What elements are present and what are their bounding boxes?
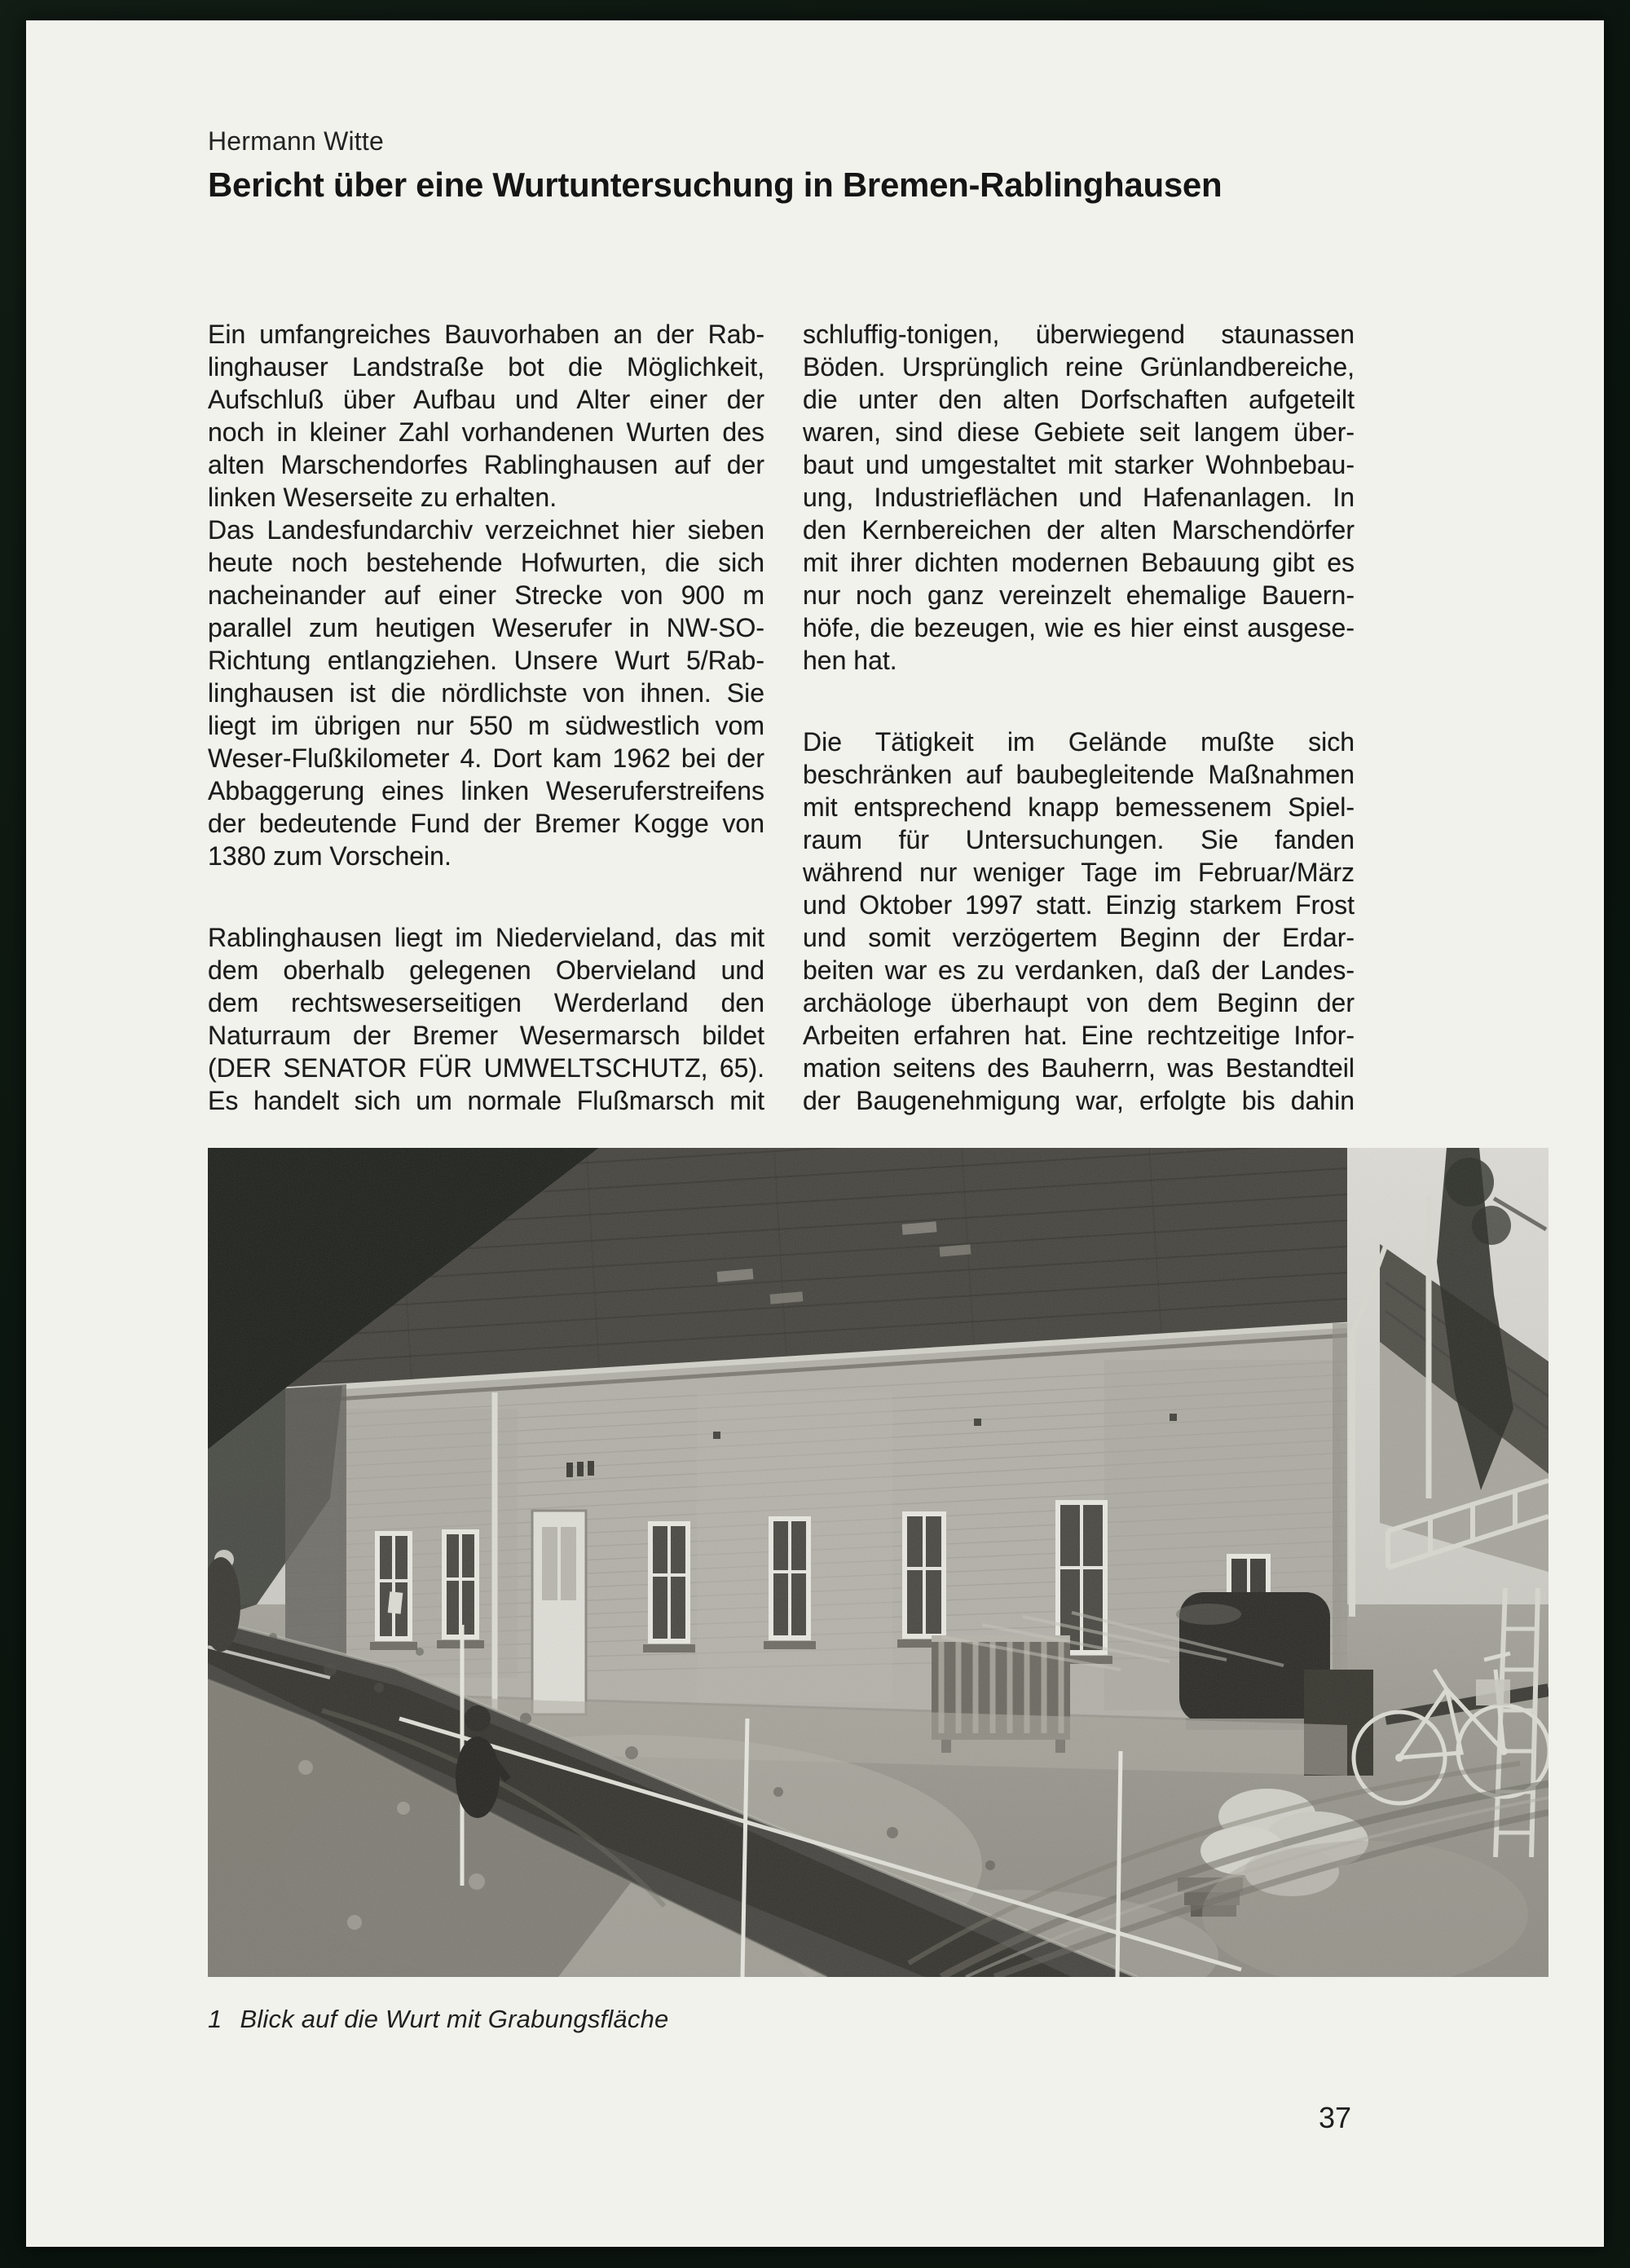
page-number: 37 (1319, 2101, 1352, 2134)
text-line: Weser-Flußkilometer 4. Dort kam 1962 bei der (208, 743, 764, 773)
figure-caption (208, 2005, 1548, 2034)
text-line: baut und umgestaltet mit starker Wohnbebau- (803, 450, 1355, 479)
scanned-page (26, 20, 1604, 2247)
photo-grain (208, 1148, 1548, 1977)
text-line: höfe, die bezeugen, wie es hier einst ausgese- (803, 613, 1355, 642)
text-line: der Baugenehmigung war, erfolgte bis dahin (803, 1086, 1355, 1115)
excavation-photo (208, 1148, 1548, 1977)
text-line: Richtung entlangziehen. Unsere Wurt 5/Rab- (208, 646, 764, 675)
text-line: Böden. Ursprünglich reine Grünlandbereiche, (803, 352, 1355, 382)
text-line: alten Marschendorfes Rablinghausen auf der (208, 450, 764, 479)
text-line: archäologe überhaupt von dem Beginn der (803, 988, 1355, 1017)
column-right (803, 318, 1355, 1117)
text-line: dem oberhalb gelegenen Obervieland und (208, 955, 764, 985)
text-line: beiten war es zu verdanken, daß der Landes- (803, 955, 1355, 985)
text-line: Rablinghausen liegt im Niedervieland, das mit (208, 923, 764, 952)
article-title: Bericht über eine Wurtuntersuchung in Bremen-Rablinghausen (208, 165, 1222, 204)
paragraph (208, 318, 764, 514)
paragraph (208, 921, 764, 1117)
text-line: linghauser Landstraße bot die Möglichkeit, (208, 352, 764, 382)
text-line: Es handelt sich um normale Flußmarsch mit (208, 1086, 764, 1115)
text-line: Arbeiten erfahren hat. Eine rechtzeitige Infor- (803, 1021, 1355, 1050)
text-line: und somit verzögertem Beginn der Erdar- (803, 923, 1355, 952)
paragraph (803, 726, 1355, 1117)
text-line: linken Weserseite zu erhalten. (208, 483, 557, 512)
column-left (208, 318, 764, 1117)
text-line: Das Landesfundarchiv verzeichnet hier sieben (208, 515, 764, 545)
text-line: Die Tätigkeit im Gelände mußte sich (803, 727, 1355, 757)
text-line: und Oktober 1997 statt. Einzig starkem Frost (803, 890, 1355, 920)
text-line: liegt im übrigen nur 550 m südwestlich vom (208, 711, 764, 740)
paragraph (208, 514, 764, 872)
text-line: beschränken auf baubegleitende Maßnahmen (803, 760, 1355, 789)
photo-scene (208, 1148, 1548, 1977)
text-line: den Kernbereichen der alten Marschendörfer (803, 515, 1355, 545)
text-line: der bedeutende Fund der Bremer Kogge von (208, 809, 764, 838)
text-line: waren, sind diese Gebiete seit langem über- (803, 417, 1355, 447)
text-line: 1380 zum Vorschein. (208, 841, 452, 871)
figure-number: 1 (208, 2005, 222, 2033)
figure-caption-text: Blick auf die Wurt mit Grabungsfläche (240, 2005, 669, 2033)
text-line: die unter den alten Dorfschaften aufgeteilt (803, 385, 1355, 414)
text-line: während nur weniger Tage im Februar/März (803, 858, 1355, 887)
text-line: mit entsprechend knapp bemessenem Spiel- (803, 792, 1355, 822)
text-line: (DER SENATOR FÜR UMWELTSCHUTZ, 65). (208, 1053, 764, 1083)
text-line: hen hat. (803, 646, 897, 675)
text-line: ung, Industrieflächen und Hafenanlagen. In (803, 483, 1355, 512)
text-line: linghausen ist die nördlichste von ihnen. Sie (208, 678, 764, 708)
text-line: Naturraum der Bremer Wesermarsch bildet (208, 1021, 764, 1050)
text-line: Ein umfangreiches Bauvorhaben an der Rab- (208, 320, 764, 349)
text-line: Abbaggerung eines linken Weseruferstreifens (208, 776, 764, 805)
text-line: noch in kleiner Zahl vorhandenen Wurten des (208, 417, 764, 447)
text-line: heute noch bestehende Hofwurten, die sich (208, 548, 764, 577)
text-line: nacheinander auf einer Strecke von 900 m (208, 580, 764, 610)
paragraph (803, 318, 1355, 677)
text-line: nur noch ganz vereinzelt ehemalige Bauern- (803, 580, 1355, 610)
text-line: mit ihrer dichten modernen Bebauung gibt es (803, 548, 1355, 577)
text-line: raum für Untersuchungen. Sie fanden (803, 825, 1355, 854)
figure-block (208, 1148, 1548, 2034)
text-line: Aufschluß über Aufbau und Alter einer der (208, 385, 764, 414)
text-line: dem rechtsweserseitigen Werderland den (208, 988, 764, 1017)
author-name: Hermann Witte (208, 126, 384, 156)
text-line: mation seitens des Bauherrn, was Bestandteil (803, 1053, 1355, 1083)
text-line: schluffig-tonigen, überwiegend staunassen (803, 320, 1355, 349)
text-line: parallel zum heutigen Weserufer in NW-SO- (208, 613, 764, 642)
